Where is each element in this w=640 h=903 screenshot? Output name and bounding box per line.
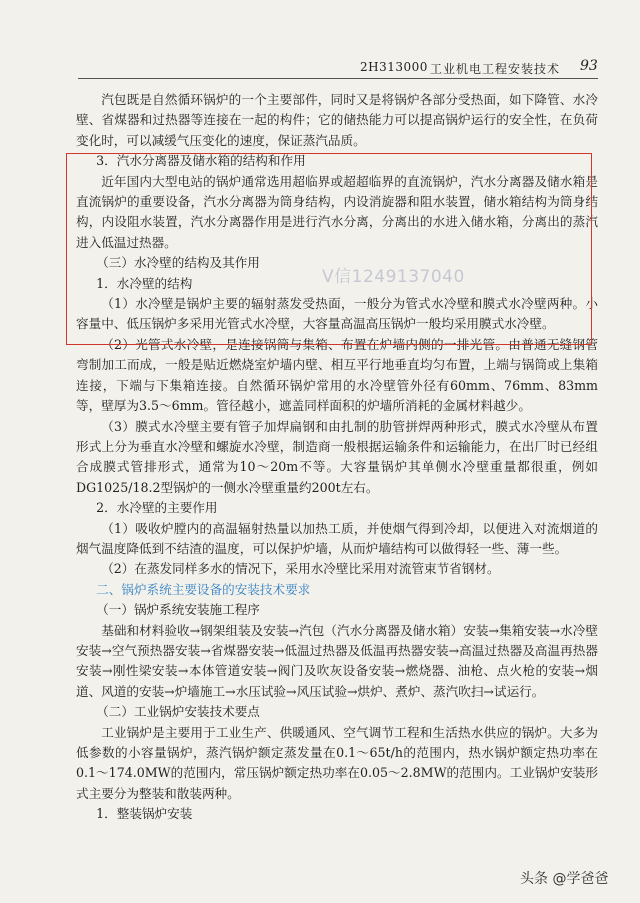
subheading: 1．水冷壁的结构 (96, 275, 193, 291)
paragraph: （1）吸收炉膛内的高温辐射热量以加热工质，并使烟气得到冷却，以便进入对流烟道的烟气温度降低到不结渣的温度，可以保护炉墙，从而炉墙结构可以做得轻一些、薄一些。 (76, 520, 598, 556)
watermark: V信1249137040 (322, 267, 465, 287)
header-rule (78, 78, 598, 79)
major-section-heading: 二、锅炉系统主要设备的安装技术要求 (96, 581, 311, 597)
paragraph: 基础和材料验收→钢架组装及安装→汽包（汽水分离器及储水箱）安装→集箱安装→水冷壁安装→空气预热器安装→省煤器安装→低温过热器及低温再热器安装→高温过热器及高温再热器安装→刚性梁安装→本体管道安装→阀门及吹灰设备安装→燃烧器、油枪、点火枪的安装→烟道、风道的安装→炉墙施工→水压试验→风压试验→烘炉、煮炉、蒸汽吹扫→试运行。 (76, 622, 598, 699)
subheading: 2．水冷壁的主要作用 (96, 500, 218, 516)
section-heading: （一）锅炉系统安装施工程序 (96, 602, 260, 618)
paragraph: （2）光管式水冷壁，是连接锅筒与集箱、布置在炉墙内侧的一排光管。由普通无缝钢管弯制加工而成，一般是贴近燃烧室炉墙内壁、相互平行地垂直均匀布置，上端与锅筒或上集箱连接，下端与下集箱连接。自然循环锅炉常用的水冷壁管外径有60mm、76mm、83mm等，壁厚为3.5～6mm。管径越小，遮盖同样面积的炉墙所消耗的金属材料越少。 (76, 336, 598, 414)
source-watermark: 头条 @学爸爸 (520, 871, 609, 887)
subheading: 3．汽水分离器及储水箱的结构和作用 (96, 153, 306, 169)
subheading: 1．整装锅炉安装 (96, 806, 193, 822)
paragraph: 汽包既是自然循环锅炉的一个主要部件，同时又是将锅炉各部分受热面，如下降管、水冷壁、省煤器和过热器等连接在一起的构件；它的储热能力可以提高锅炉运行的安全性，在负荷变化时，可以减缓气压变化的速度，保证蒸汽品质。 (76, 92, 598, 148)
paragraph: 工业锅炉是主要用于工业生产、供暖通风、空气调节工程和生活热水供应的锅炉。大多为低参数的小容量锅炉，蒸汽锅炉额定蒸发量在0.1～65t/h的范围内，热水锅炉额定热功率在0.1～174.0MW的范围内，常压锅炉额定热功率在0.05～2.8MW的范围内。工业锅炉安装形式主要分为整装和散装两种。 (76, 724, 598, 801)
red-highlight-box (66, 153, 592, 345)
page-number: 93 (580, 58, 598, 74)
paragraph: （2）在蒸发同样多水的情况下，采用水冷壁比采用对流管束节省钢材。 (101, 561, 500, 577)
section-heading: （二）工业锅炉安装技术要点 (96, 704, 260, 720)
paragraph: （1）水冷壁是锅炉主要的辐射蒸发受热面，一般分为管式水冷壁和膜式水冷壁两种。小容量中、低压锅炉多采用光管式水冷壁，大容量高温高压锅炉一般均采用膜式水冷壁。 (76, 296, 598, 332)
paragraph: 近年国内大型电站的锅炉通常选用超临界或超超临界的直流锅炉，汽水分离器及储水箱是直流锅炉的重要设备，汽水分离器为筒身结构，内设消旋器和阻水装置，储水箱结构为筒身结构，内设阻水装置，汽水分离器作用是进行汽水分离，分离出的水进入储水箱，分离出的蒸汽进入低温过热器。 (76, 173, 598, 250)
chapter-code: 2H313000 (360, 60, 428, 74)
section-heading: （三）水冷壁的结构及其作用 (96, 255, 260, 271)
chapter-title: 工业机电工程安装技术 (430, 62, 561, 76)
paragraph: （3）膜式水冷壁主要有管子加焊扁钢和由扎制的肋管拼焊两种形式，膜式水冷壁从布置形式上分为垂直水冷壁和螺旋水冷壁，制造商一般根据运输条件和运输能力，在出厂时已经组合成膜式管排形式，通常为10～20m不等。大容量锅炉其单侧水冷壁重量都很重，例如DG1025/18.2型锅炉的一侧水冷壁重量约200t左右。 (76, 418, 598, 495)
page-header (0, 50, 640, 80)
